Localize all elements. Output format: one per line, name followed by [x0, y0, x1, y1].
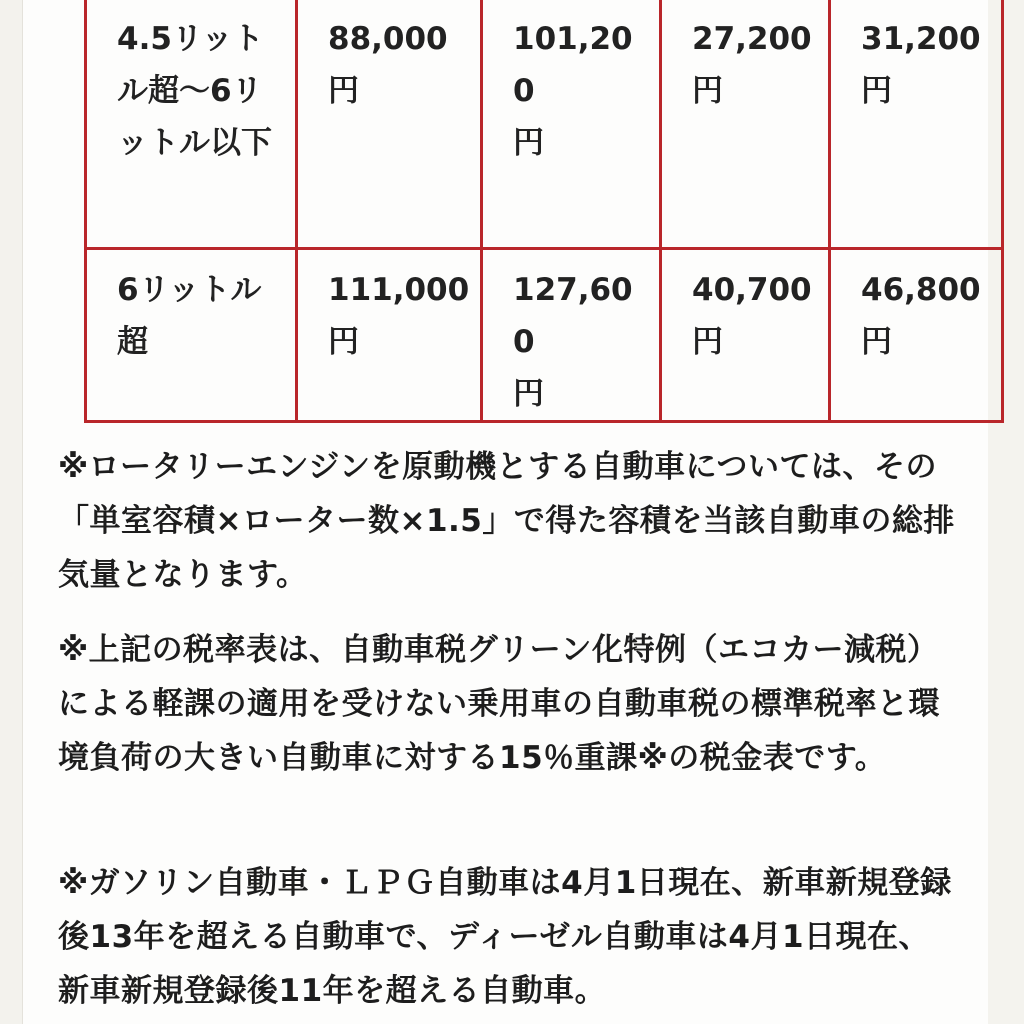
tax-value-cell: 111,000 円	[297, 249, 482, 422]
tax-value-cell: 101,200 円	[482, 0, 661, 249]
surcharge-note: ※ガソリン自動車・ＬＰＧ自動車は4月1日現在、新車新規登録後13年を超える自動車で、ディーゼル自動車は4月1日現在、新車新規登録後11年を超える自動車。	[58, 865, 952, 1009]
table-row	[86, 0, 1003, 249]
tax-value-cell: 27,200 円	[661, 0, 830, 249]
tax-value-cell: 40,700 円	[661, 249, 830, 422]
tax-rate-table	[84, 0, 1004, 423]
tax-value-cell: 46,800 円	[830, 249, 1003, 422]
tax-value-cell: 31,200 円	[830, 0, 1003, 249]
table-row	[86, 249, 1003, 422]
tax-table-note: ※上記の税率表は、自動車税グリーン化特例（エコカー減税）による軽課の適用を受けない乗用車の自動車税の標準税率と環境負荷の大きい自動車に対する15％重課※の税金表です。	[58, 632, 940, 776]
displacement-label: 6リットル超	[86, 249, 297, 422]
tax-value-cell: 88,000 円	[297, 0, 482, 249]
rotary-engine-note: ※ロータリーエンジンを原動機とする自動車については、その「単室容積×ローター数×1.5」で得た容積を当該自動車の総排気量となります。	[58, 449, 955, 593]
tax-value-cell: 127,600 円	[482, 249, 661, 422]
displacement-label: 4.5リットル超〜6リットル以下	[86, 0, 297, 249]
